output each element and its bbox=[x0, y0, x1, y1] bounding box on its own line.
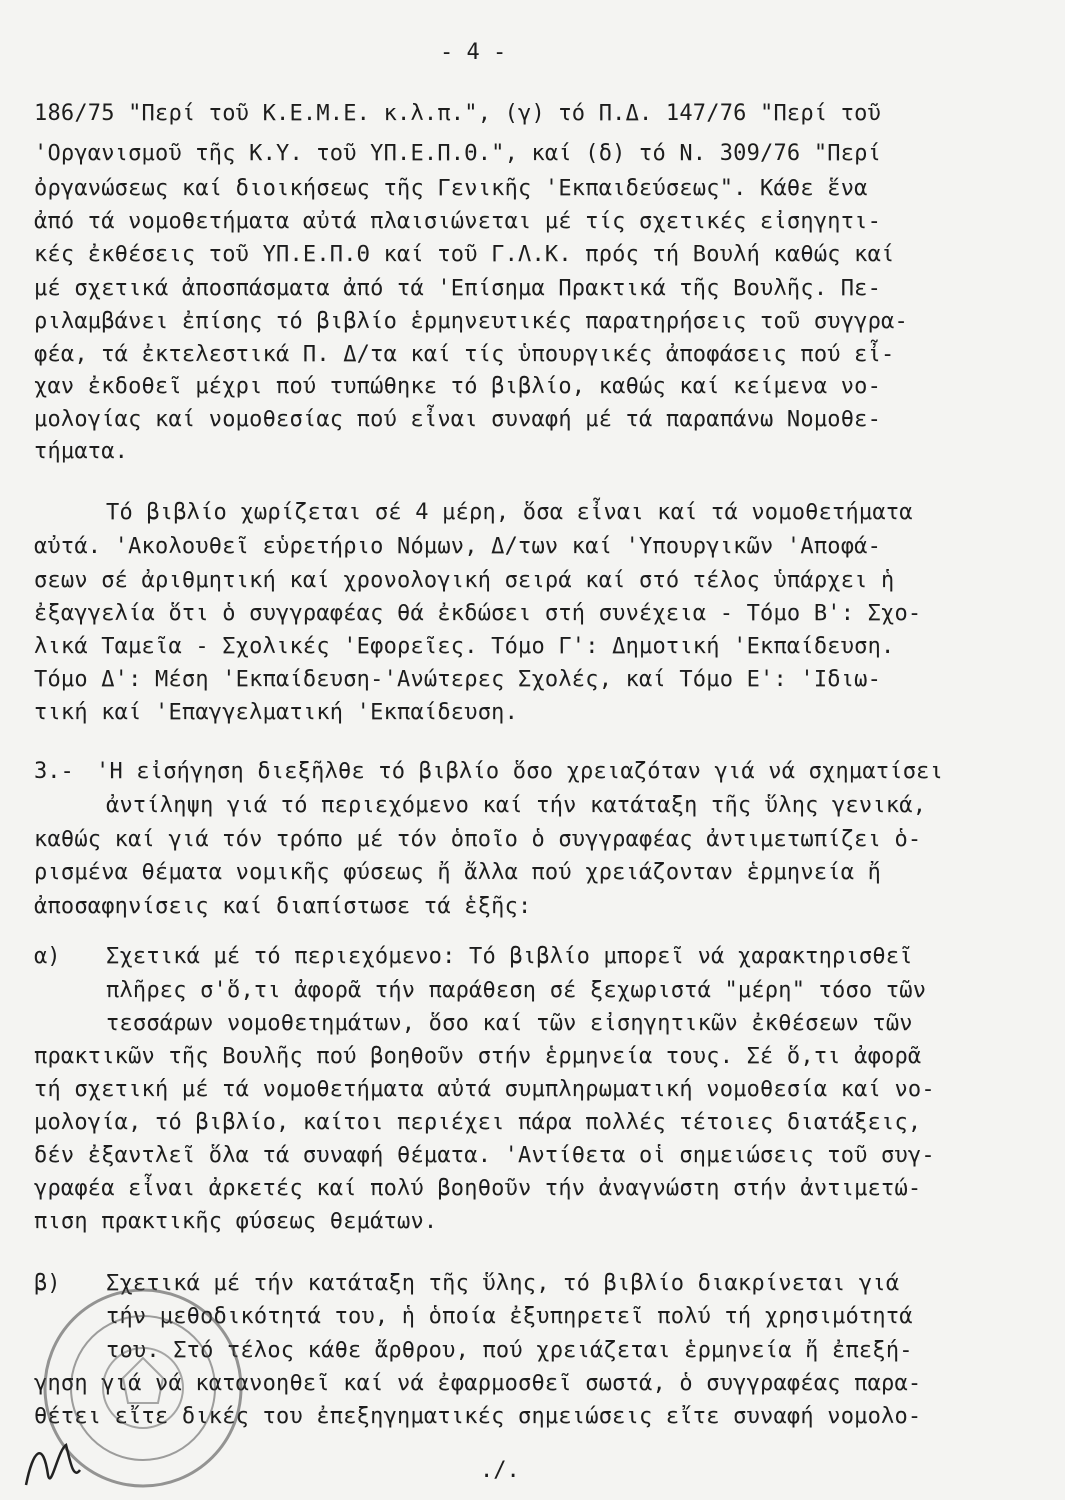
text-line: δέν ἐξαντλεῖ ὅλα τά συναφή θέματα. 'Αντίθετα οἱ σημειώσεις τοῦ συγ- bbox=[34, 1143, 935, 1168]
text-line: πρακτικῶν τῆς Βουλῆς πού βοηθοῦν στήν ἑρμηνεία τους. Σέ ὅ,τι ἀφορᾶ bbox=[34, 1044, 922, 1069]
text-line: θέτει εἴτε δικές του ἐπεξηγηματικές σημειώσεις εἴτε συναφή νομολο- bbox=[34, 1404, 922, 1429]
text-line: ριλαμβάνει ἐπίσης τό βιβλίο ἑρμηνευτικές παρατηρήσεις τοῦ συγγρα- bbox=[34, 309, 908, 334]
text-line: τήματα. bbox=[34, 439, 129, 464]
text-line: κές ἐκθέσεις τοῦ ΥΠ.Ε.Π.Θ καί τοῦ Γ.Λ.Κ. πρός τή Βουλή καθώς καί bbox=[34, 242, 895, 267]
text-line: 186/75 "Περί τοῦ Κ.Ε.Μ.Ε. κ.λ.π.", (γ) τό Π.Δ. 147/76 "Περί τοῦ bbox=[34, 101, 882, 126]
signature-mark bbox=[18, 1430, 88, 1495]
text-line: ὀργανώσεως καί διοικήσεως τῆς Γενικῆς 'Εκπαιδεύσεως". Κάθε ἕνα bbox=[34, 176, 868, 201]
text-line: μολογία, τό βιβλίο, καίτοι περιέχει πάρα πολλές τέτοιες διατάξεις, bbox=[34, 1110, 922, 1135]
text-line: φέα, τά ἐκτελεστικά Π. Δ/τα καί τίς ὑπουργικές ἀποφάσεις πού εἶ- bbox=[34, 342, 895, 367]
text-line: Τό βιβλίο χωρίζεται σέ 4 μέρη, ὅσα εἶναι καί τά νομοθετήματα bbox=[106, 500, 913, 525]
page-continuation-mark: ./. bbox=[480, 1458, 520, 1483]
text-line: πλῆρες σ'ὅ,τι ἀφορᾶ τήν παράθεση σέ ξεχωριστά "μέρη" τόσο τῶν bbox=[106, 978, 927, 1003]
text-line: ἀπό τά νομοθετήματα αὐτά πλαισιώνεται μέ τίς σχετικές εἰσηγητι- bbox=[34, 209, 882, 234]
text-line: λικά Ταμεῖα - Σχολικές 'Εφορεῖες. Τόμο Γ': Δημοτική 'Εκπαίδευση. bbox=[34, 634, 895, 659]
text-line: ρισμένα θέματα νομικῆς φύσεως ἤ ἄλλα πού χρειάζονταν ἑρμηνεία ἤ bbox=[34, 860, 882, 885]
text-line: του. Στό τέλος κάθε ἄρθρου, πού χρειάζεται ἑρμηνεία ἤ ἐπεξή- bbox=[106, 1338, 913, 1363]
text-line: τήν μεθοδικότητά του, ἡ ὁποία ἐξυπηρετεῖ πολύ τή χρησιμότητά bbox=[106, 1304, 913, 1329]
text-line: μολογίας καί νομοθεσίας πού εἶναι συναφή μέ τά παραπάνω Νομοθε- bbox=[34, 407, 882, 432]
text-line: μέ σχετικά ἀποσπάσματα ἀπό τά 'Επίσημα Πρακτικά τῆς Βουλῆς. Πε- bbox=[34, 276, 882, 301]
text-line: τική καί 'Επαγγελματική 'Εκπαίδευση. bbox=[34, 700, 519, 725]
text-line: τή σχετική μέ τά νομοθετήματα αὐτά συμπληρωματική νομοθεσία καί νο- bbox=[34, 1077, 935, 1102]
section-label: 3.- bbox=[34, 759, 74, 784]
item-label: β) bbox=[34, 1271, 61, 1296]
text-line: χαν ἐκδοθεῖ μέχρι πού τυπώθηκε τό βιβλίο, καθώς καί κείμενα νο- bbox=[34, 374, 882, 399]
text-line: πιση πρακτικῆς φύσεως θεμάτων. bbox=[34, 1209, 438, 1234]
text-line: καθώς καί γιά τόν τρόπο μέ τόν ὁποῖο ὁ συγγραφέας ἀντιμετωπίζει ὁ- bbox=[34, 827, 922, 852]
text-line: 'Η εἰσήγηση διεξῆλθε τό βιβλίο ὅσο χρειαζόταν γιά νά σχηματίσει bbox=[96, 759, 944, 784]
text-line: Σχετικά μέ τήν κατάταξη τῆς ὕλης, τό βιβλίο διακρίνεται γιά bbox=[106, 1271, 900, 1296]
text-line: γηση γιά νά κατανοηθεῖ καί νά ἐφαρμοσθεῖ σωστά, ὁ συγγραφέας παρα- bbox=[34, 1371, 922, 1396]
text-line: ἐξαγγελία ὅτι ὁ συγγραφέας θά ἐκδώσει στή συνέχεια - Τόμο Β': Σχο- bbox=[34, 601, 922, 626]
page-number: - 4 - bbox=[440, 40, 507, 65]
text-line: 'Οργανισμοῦ τῆς Κ.Υ. τοῦ ΥΠ.Ε.Π.Θ.", καί (δ) τό Ν. 309/76 "Περί bbox=[34, 141, 882, 166]
item-label: α) bbox=[34, 944, 61, 969]
text-line: αὐτά. 'Ακολουθεῖ εὑρετήριο Νόμων, Δ/των καί 'Υπουργικῶν 'Αποφά- bbox=[34, 534, 882, 559]
text-line: Τόμο Δ': Μέση 'Εκπαίδευση-'Ανώτερες Σχολές, καί Τόμο Ε': 'Ιδιω- bbox=[34, 667, 882, 692]
text-line: γραφέα εἶναι ἀρκετές καί πολύ βοηθοῦν τήν ἀναγνώστη στήν ἀντιμετώ- bbox=[34, 1176, 922, 1201]
text-line: τεσσάρων νομοθετημάτων, ὅσο καί τῶν εἰσηγητικῶν ἐκθέσεων τῶν bbox=[106, 1011, 913, 1036]
text-line: σεων σέ ἀριθμητική καί χρονολογική σειρά καί στό τέλος ὑπάρχει ἡ bbox=[34, 568, 895, 593]
text-line: ἀντίληψη γιά τό περιεχόμενο καί τήν κατάταξη τῆς ὕλης γενικά, bbox=[106, 793, 927, 818]
text-line: Σχετικά μέ τό περιεχόμενο: Τό βιβλίο μπορεῖ νά χαρακτηρισθεῖ bbox=[106, 944, 913, 969]
text-line: ἀποσαφηνίσεις καί διαπίστωσε τά ἑξῆς: bbox=[34, 894, 532, 919]
